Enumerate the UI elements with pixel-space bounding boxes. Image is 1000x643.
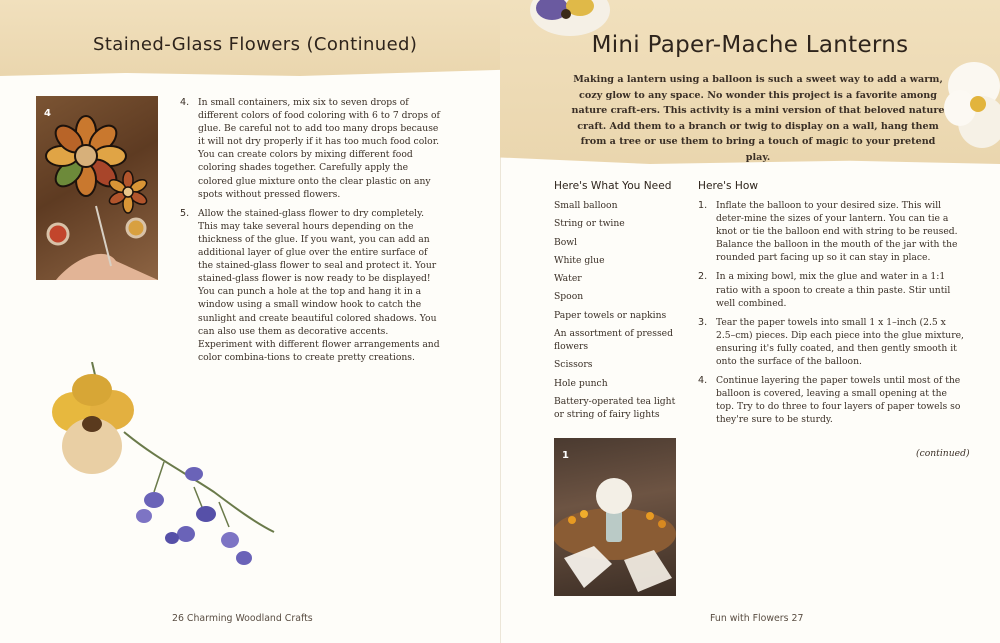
list-item: Hole punch xyxy=(554,377,608,389)
list-item: Spoon xyxy=(554,291,584,303)
step-number: 1. xyxy=(698,200,708,211)
supplies-heading: Here's What You Need xyxy=(554,180,672,192)
step-item xyxy=(698,199,966,264)
right-steps-list xyxy=(698,199,966,433)
list-item: Bowl xyxy=(554,236,578,248)
list-item: Paper towels or napkins xyxy=(554,309,667,321)
supplies-list xyxy=(554,199,679,426)
step-number: 3. xyxy=(698,316,708,328)
step-text: Inflate the balloon to your desired size. This will deter-mine the sizes of your lantern. You can tie a knot or tie the balloon end with string to be reused. Balance the balloon in the mouth of the jar with the rounded part facing up so it can stay in place. xyxy=(716,200,958,264)
step-text: Tear the paper towels into small 1 x 1–inch (2.5 x 2.5–cm) pieces. Dip each piece into the glue mixture, ensuring it's fully coated, and then gently smooth it onto the surface of the balloon. xyxy=(716,316,964,368)
step-number: 5. xyxy=(180,207,190,219)
step-text: In small containers, mix six to seven drops of different colors of food coloring with 6 to 7 drops of glue. Be careful not to add too many drops because it will not dry properly if it has too much food color. You can create colors by mixing different food coloring shades together. Carefully apply the colored glue mixture onto the clear plastic on any spots without pressed flowers. xyxy=(198,97,440,200)
balloon-lantern-illustration xyxy=(554,438,676,596)
list-item: Small balloon xyxy=(554,200,618,211)
step-item xyxy=(698,374,966,426)
step-number: 4. xyxy=(698,375,708,387)
step-item xyxy=(698,316,966,368)
step-text: Allow the stained-glass flower to dry completely. This may take several hours depending on the thickness of the glue. If you want, you can add an additional layer of glue over the entire surface of the stained-glass flower to seal and protect it. Your stained-glass flower is now ready to be displayed! You can punch a hole at the top and hang it in a window using a small window hook to catch the sunlight and create beautiful colored shadows. You can also use them as decorative accents. Experiment with different flower arrangements and color combina-tions to create pretty creations. xyxy=(198,207,440,363)
list-item: Battery-operated tea light or string of fairy lights xyxy=(554,395,676,420)
project-intro: Making a lantern using a balloon is such a sweet way to add a warm, cozy glow to any space. No wonder this project is a favorite among nature craft-ers. This activity is a mini version of that beloved nature craft. Add them to a branch or twig to display on a wall, hang them from a tree or use them to bring a touch of magic to your pretend play. xyxy=(571,74,945,163)
step-item xyxy=(698,270,966,309)
left-steps-list xyxy=(180,96,442,370)
step-text: Continue layering the paper towels until most of the balloon is covered, leaving a small opening at the top. Try to do three to four layers of paper towels so they're sure to be sturdy. xyxy=(716,375,961,426)
steps-heading: Here's How xyxy=(698,180,759,192)
photo-step-number: 1 xyxy=(562,450,569,461)
left-page-folio: 26 Charming Woodland Crafts xyxy=(172,613,313,624)
step-item xyxy=(180,207,442,364)
pressed-pansy-and-larkspur-illustration xyxy=(44,362,294,584)
left-page-title: Stained-Glass Flowers (Continued) xyxy=(93,34,418,55)
step-item xyxy=(180,96,442,201)
list-item: White glue xyxy=(554,254,605,266)
step-number: 2. xyxy=(698,271,708,283)
stained-glass-photo xyxy=(36,96,158,280)
photo-step-number: 4 xyxy=(44,108,51,119)
step-text: In a mixing bowl, mix the glue and water in a 1:1 ratio with a spoon to create a thin paste. Stir until well combined. xyxy=(716,271,951,309)
list-item: String or twine xyxy=(554,218,625,230)
right-page-folio: Fun with Flowers 27 xyxy=(710,613,804,624)
stained-glass-flower-illustration xyxy=(36,96,158,280)
lantern-photo xyxy=(554,438,676,596)
list-item: Scissors xyxy=(554,359,593,371)
list-item: An assortment of pressed flowers xyxy=(554,328,673,353)
step-number: 4. xyxy=(180,97,190,108)
continued-note: (continued) xyxy=(916,448,970,459)
right-page-title: Mini Paper-Mache Lanterns xyxy=(591,32,909,58)
list-item: Water xyxy=(554,273,582,285)
